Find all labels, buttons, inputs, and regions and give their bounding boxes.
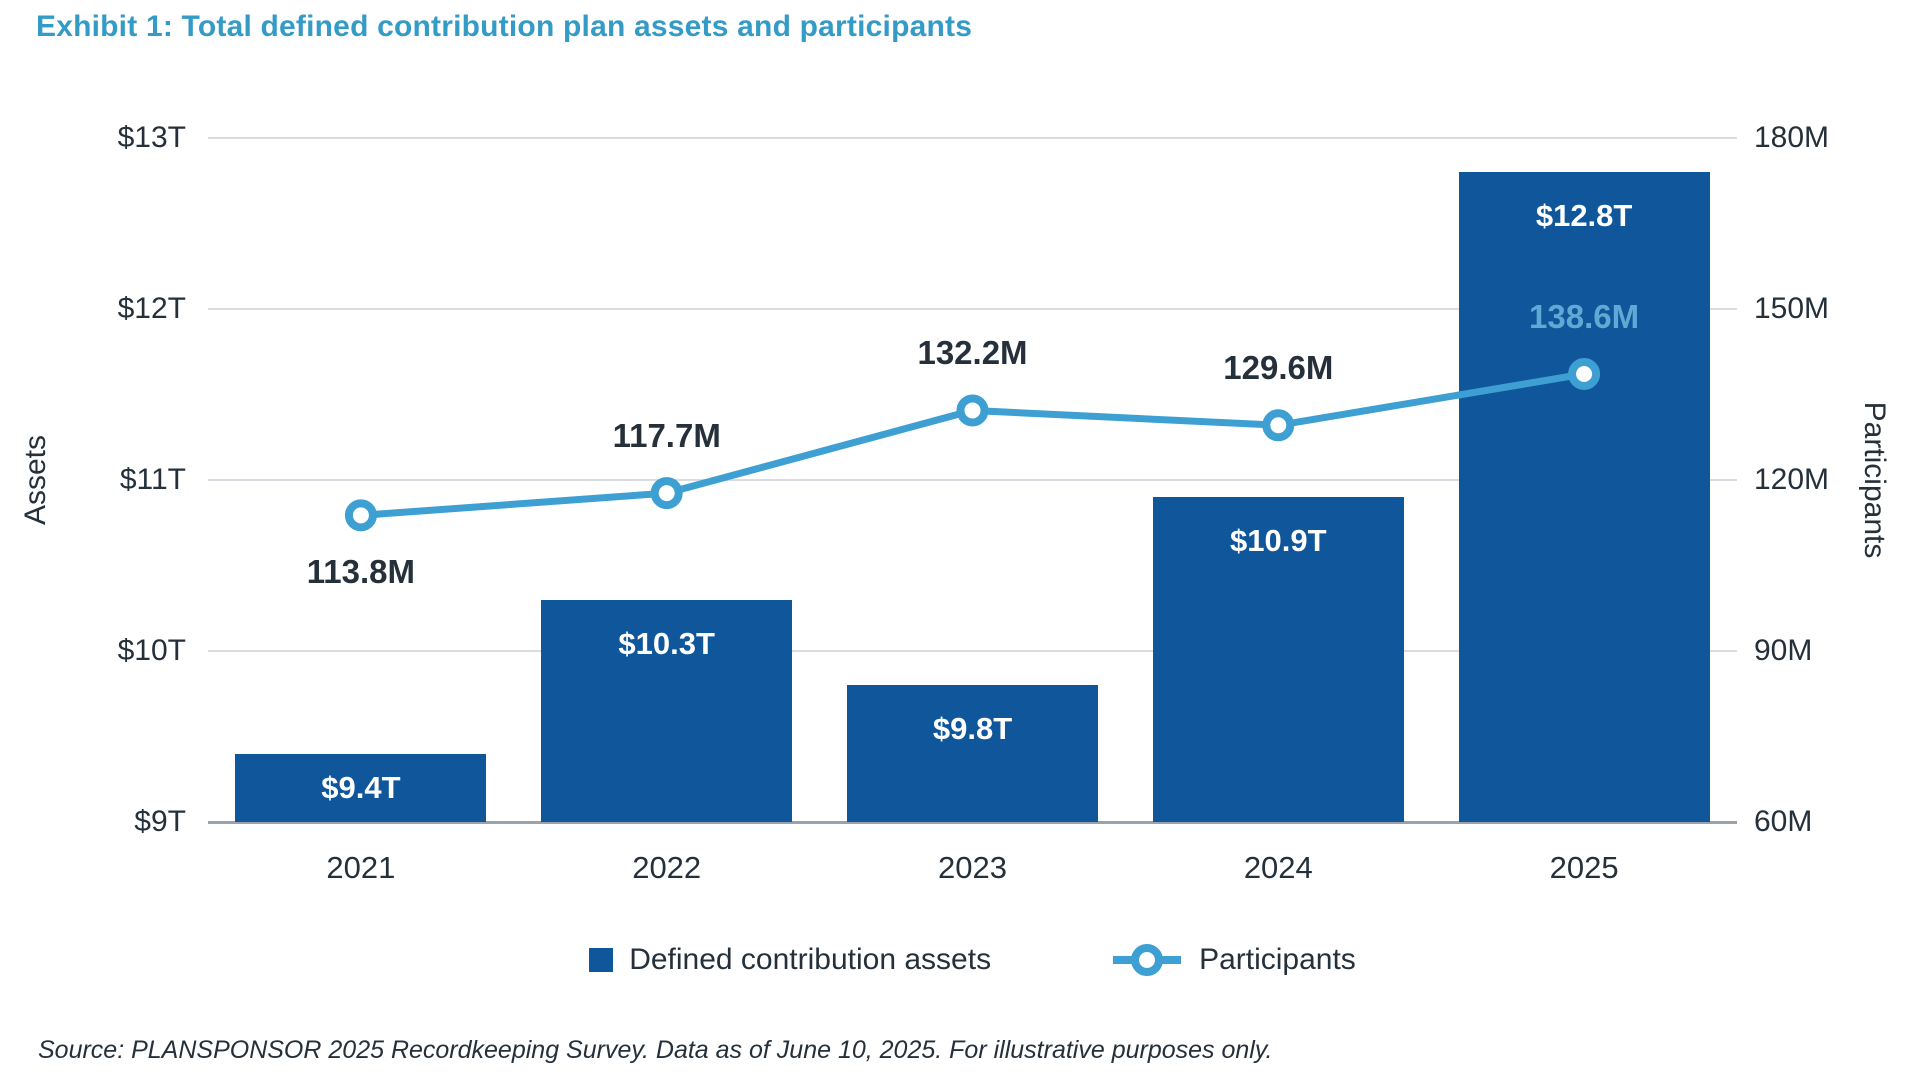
legend-assets-label: Defined contribution assets (629, 943, 992, 976)
bar-value-label: $12.8T (1535, 198, 1633, 234)
x-tick-2023: 2023 (938, 850, 1007, 885)
participants-label-2022: 117.7M (612, 417, 721, 455)
legend-participants-label: Participants (1199, 943, 1356, 976)
line-marker-2023 (961, 398, 985, 422)
participants-label-2024: 129.6M (1223, 349, 1334, 387)
legend-item-assets (589, 943, 991, 977)
left-axis-tick: $9T (134, 805, 186, 838)
assets-swatch-icon (589, 948, 613, 972)
right-axis-tick: 150M (1754, 292, 1830, 325)
right-axis-title: Participants (1858, 401, 1891, 559)
left-axis-title: Assets (19, 434, 52, 526)
x-tick-2025: 2025 (1549, 850, 1619, 885)
bar-value-label: $9.4T (321, 769, 401, 805)
line-marker-2021 (349, 503, 373, 527)
line-marker-2022 (655, 481, 679, 505)
participants-label-2021: 113.8M (306, 553, 416, 591)
chart-title: Exhibit 1: Total defined contribution plan assets and participants (36, 10, 973, 43)
right-axis-tick: 180M (1754, 121, 1830, 154)
right-axis-tick: 120M (1754, 463, 1830, 496)
participants-label-2023: 132.2M (917, 334, 1028, 372)
left-axis-tick: $13T (117, 121, 186, 154)
line-marker-2025 (1572, 362, 1596, 386)
x-tick-2021: 2021 (326, 850, 396, 885)
right-axis-tick: 90M (1754, 634, 1813, 667)
bar-value-label: $10.9T (1230, 523, 1327, 559)
legend-item-participants (1111, 942, 1356, 978)
right-axis-tick: 60M (1754, 805, 1813, 838)
x-tick-2022: 2022 (632, 850, 702, 885)
line-marker-2024 (1266, 413, 1290, 437)
participants-marker-icon (1111, 942, 1183, 978)
participants-label-2025: 138.6M (1529, 297, 1640, 335)
source-note: Source: PLANSPONSOR 2025 Recordkeeping Survey. Data as of June 10, 2025. For illustrative purposes only. (38, 1036, 1273, 1064)
left-axis-tick: $12T (117, 292, 186, 325)
left-axis-tick: $11T (119, 463, 186, 496)
bar-value-label: $9.8T (932, 711, 1013, 747)
left-axis-tick: $10T (117, 634, 186, 667)
legend (208, 942, 1737, 978)
bar-value-label: $10.3T (618, 625, 715, 661)
x-tick-2024: 2024 (1243, 850, 1313, 885)
